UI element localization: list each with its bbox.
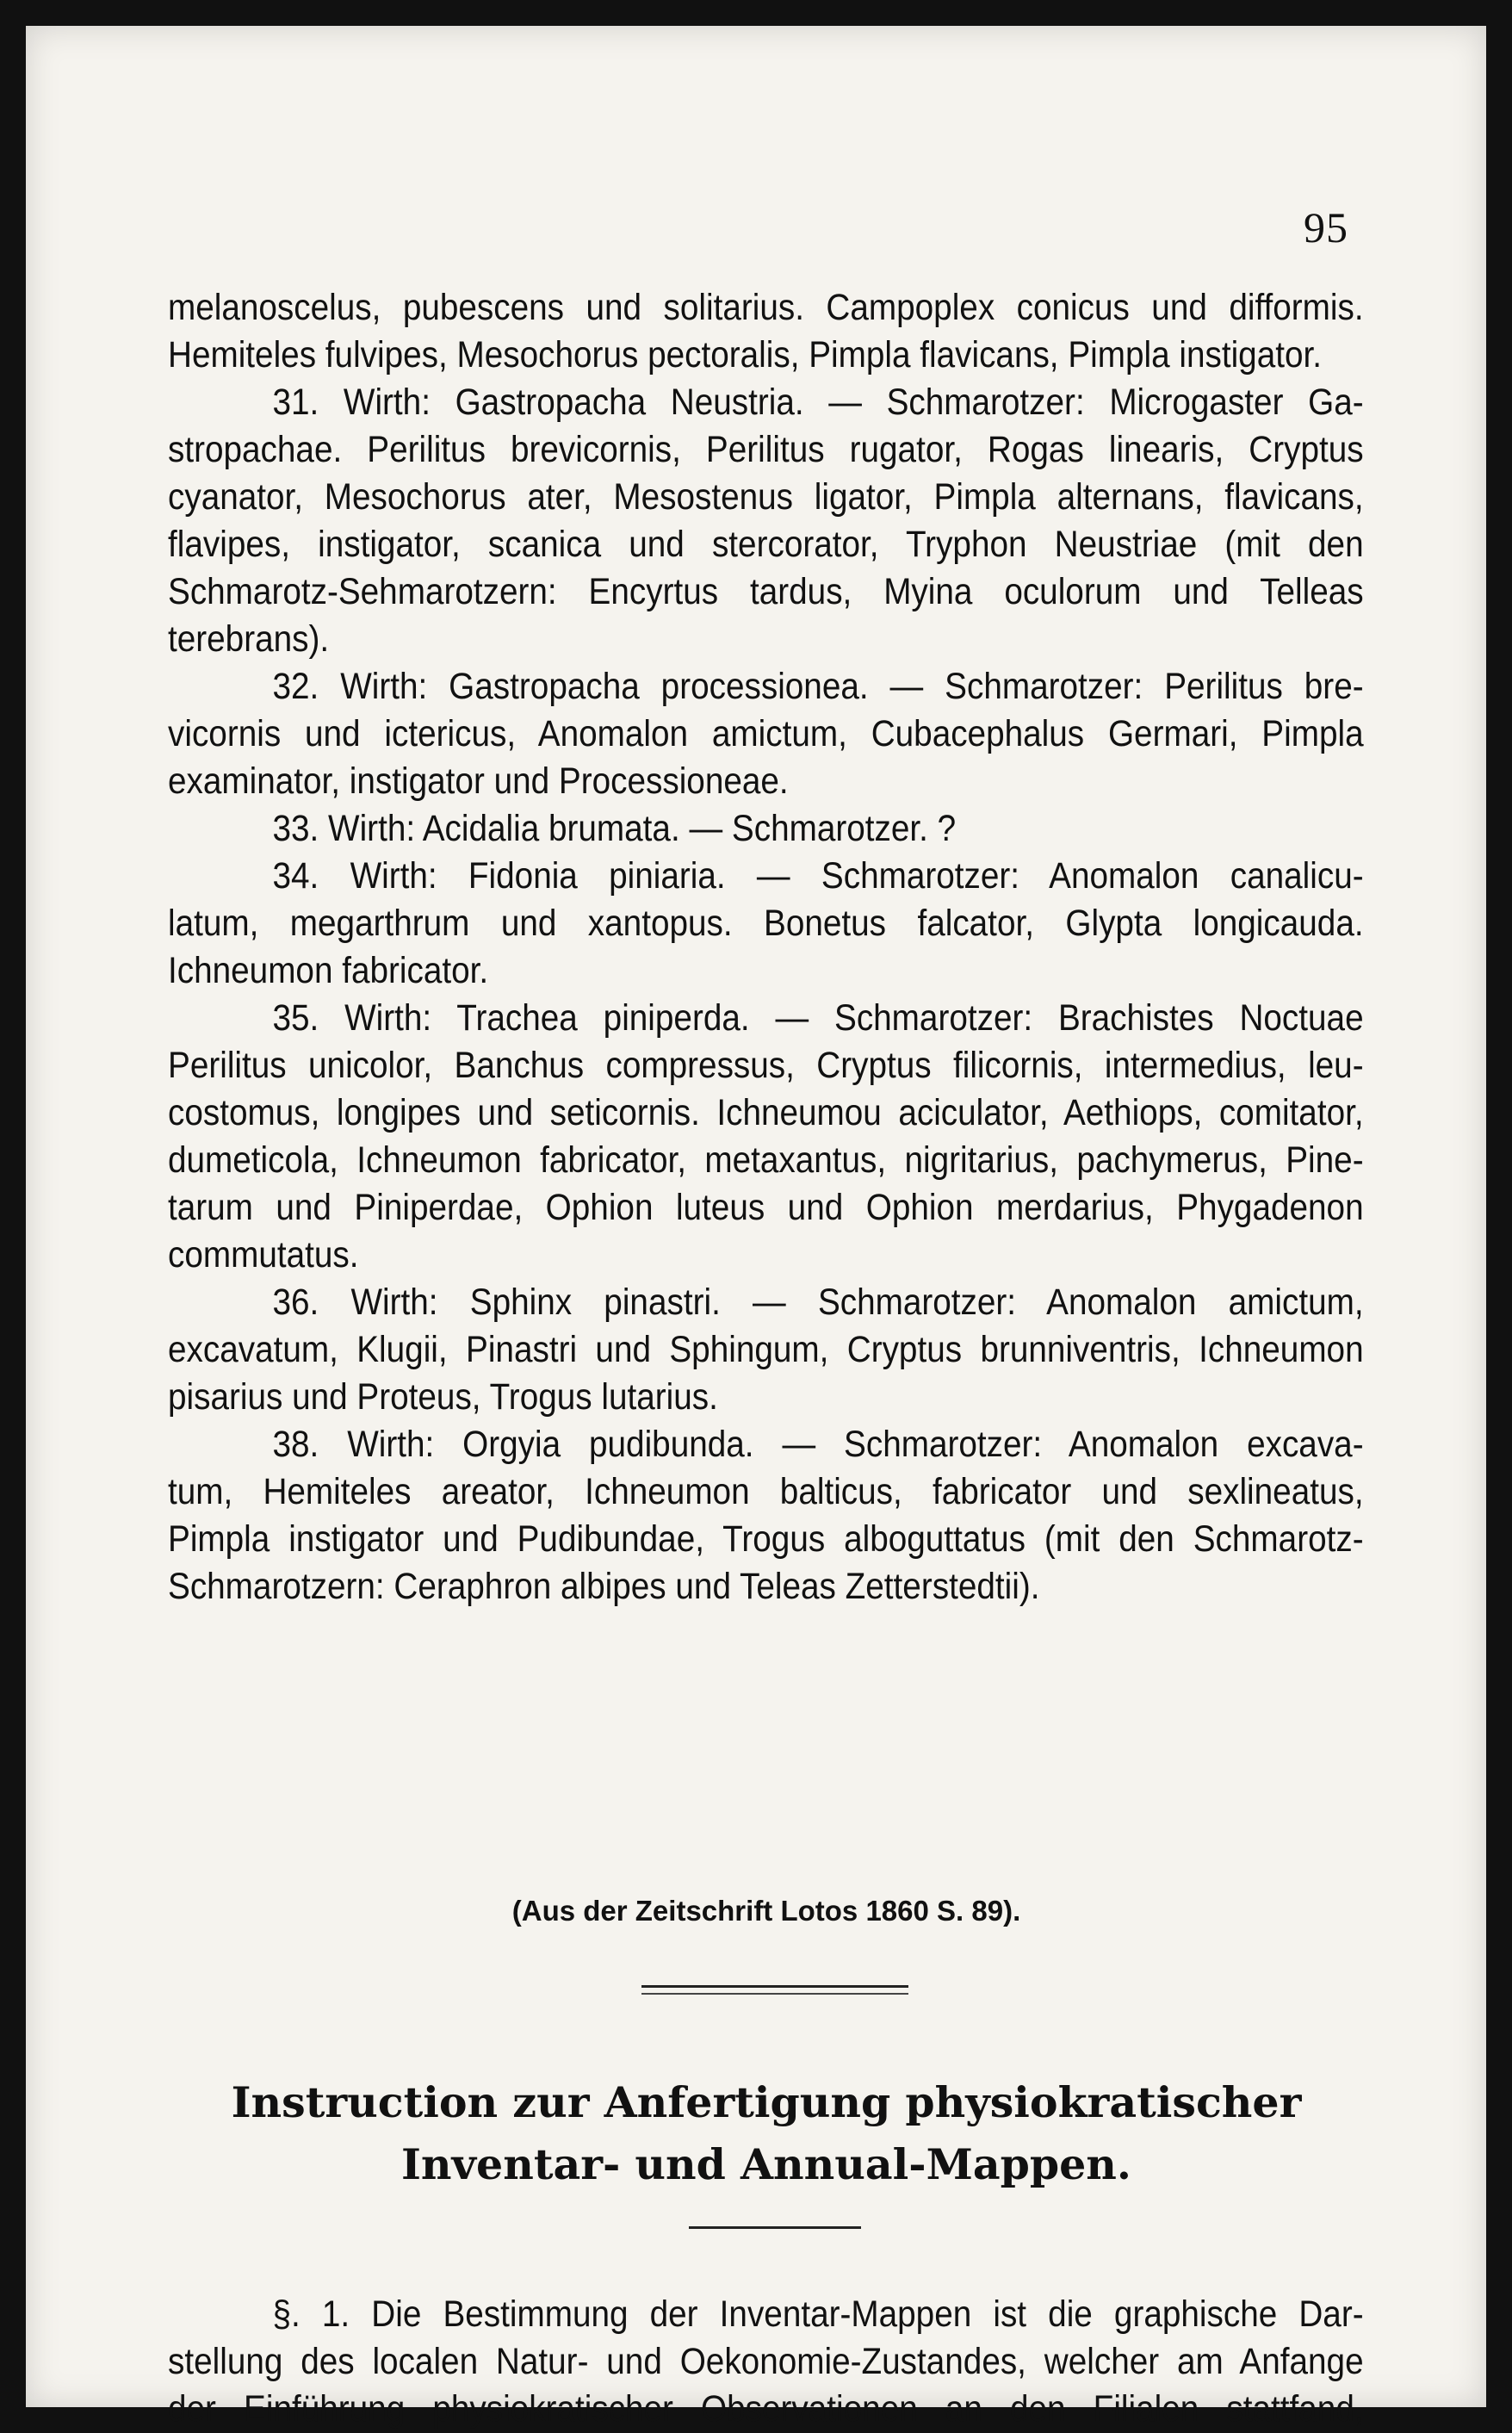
paragraph-32 <box>168 663 1365 805</box>
text-line: commutatus. <box>168 1234 359 1275</box>
text-line: 33. Wirth: Acidalia brumata. — Schmarotzer. ? <box>272 808 957 849</box>
text-line: cyanator, Mesochorus ater, Mesostenus ligator, Pimpla alternans, flavicans, <box>168 476 1364 518</box>
page-number: 95 <box>1304 203 1348 251</box>
heading-line: Instruction zur Anfertigung physiokratischer <box>231 2077 1302 2127</box>
text-line: excavatum, Klugii, Pinastri und Sphingum, Cryptus brunniventris, Ichneumon <box>168 1329 1364 1370</box>
text-line: Hemiteles fulvipes, Mesochorus pectoralis, Pimpla flavicans, Pimpla instigator. <box>168 334 1323 376</box>
text-line: 35. Wirth: Trachea piniperda. — Schmarotzer: Brachistes Noctuae <box>272 997 1364 1039</box>
text-line: melanoscelus, pubescens und solitarius. Campoplex conicus und difformis. <box>168 287 1364 328</box>
text-line: tarum und Piniperdae, Ophion luteus und Ophion merdarius, Phygadenon <box>168 1187 1364 1228</box>
text-line: costomus, longipes und seticornis. Ichneumou aciculator, Aethiops, comitator, <box>168 1092 1364 1133</box>
heading-underline <box>689 2226 861 2229</box>
document-page <box>26 26 1486 2430</box>
text-line: latum, megarthrum und xantopus. Bonetus falcator, Glypta longicauda. <box>168 903 1364 944</box>
text-line: 38. Wirth: Orgyia pudibunda. — Schmarotzer: Anomalon excava- <box>272 1424 1364 1465</box>
text-line: 36. Wirth: Sphinx pinastri. — Schmarotzer: Anomalon amictum, <box>272 1282 1364 1323</box>
text-line: Schmarotzern: Ceraphron albipes und Teleas Zetterstedtii). <box>168 1566 1040 1607</box>
text-line: 34. Wirth: Fidonia piniaria. — Schmarotzer: Anomalon canalicu- <box>272 855 1364 897</box>
section-divider <box>641 1985 908 1995</box>
text-line: Pimpla instigator und Pudibundae, Trogus alboguttatus (mit den Schmarotz- <box>168 1518 1364 1560</box>
paragraph-34 <box>168 853 1365 995</box>
paragraph-33 <box>168 805 1365 853</box>
text-line: tum, Hemiteles areator, Ichneumon balticus, fabricator und sexlineatus, <box>168 1471 1364 1512</box>
text-line: Perilitus unicolor, Banchus compressus, Cryptus filicornis, intermedius, leu- <box>168 1045 1364 1086</box>
paragraph-continuation <box>168 284 1365 379</box>
text-line: examinator, instigator und Processioneae. <box>168 760 789 802</box>
text-line: dumeticola, Ichneumon fabricator, metaxantus, nigritarius, pachymerus, Pine- <box>168 1139 1364 1181</box>
text-line: Ichneumon fabricator. <box>168 950 489 991</box>
text-line: vicornis und ictericus, Anomalon amictum, Cubacephalus Germari, Pimpla <box>168 713 1364 754</box>
text-line: §. 1. Die Bestimmung der Inventar-Mappen ist die graphische Dar- <box>272 2293 1364 2335</box>
source-note: (Aus der Zeitschrift Lotos 1860 S. 89). <box>511 1895 1021 1927</box>
paragraph-section-1 <box>168 2291 1365 2433</box>
section-heading <box>168 2071 1365 2195</box>
text-line: flavipes, instigator, scanica und stercorator, Tryphon Neustriae (mit den <box>168 524 1364 565</box>
text-line: der Einführung physiokratischer Observationen an den Filialen stattfand, <box>168 2388 1364 2430</box>
paragraph-38 <box>168 1421 1365 1611</box>
paragraph-36 <box>168 1279 1365 1421</box>
heading-line: Inventar- und Annual-Mappen. <box>401 2139 1131 2189</box>
text-line: Schmarotz-Sehmarotzern: Encyrtus tardus, Myina oculorum und Telleas <box>168 571 1364 612</box>
paragraph-31 <box>168 379 1365 663</box>
text-line: stropachae. Perilitus brevicornis, Perilitus rugator, Rogas linearis, Cryptus <box>168 429 1364 470</box>
text-line: pisarius und Proteus, Trogus lutarius. <box>168 1376 718 1418</box>
text-line: 31. Wirth: Gastropacha Neustria. — Schmarotzer: Microgaster Ga- <box>272 382 1364 423</box>
text-line: 32. Wirth: Gastropacha processionea. — Schmarotzer: Perilitus bre- <box>272 666 1364 707</box>
text-line: terebrans). <box>168 618 330 660</box>
paragraph-35 <box>168 995 1365 1279</box>
main-text <box>168 284 1365 2430</box>
text-line: stellung des localen Natur- und Oekonomie-Zustandes, welcher am Anfange <box>168 2341 1364 2382</box>
